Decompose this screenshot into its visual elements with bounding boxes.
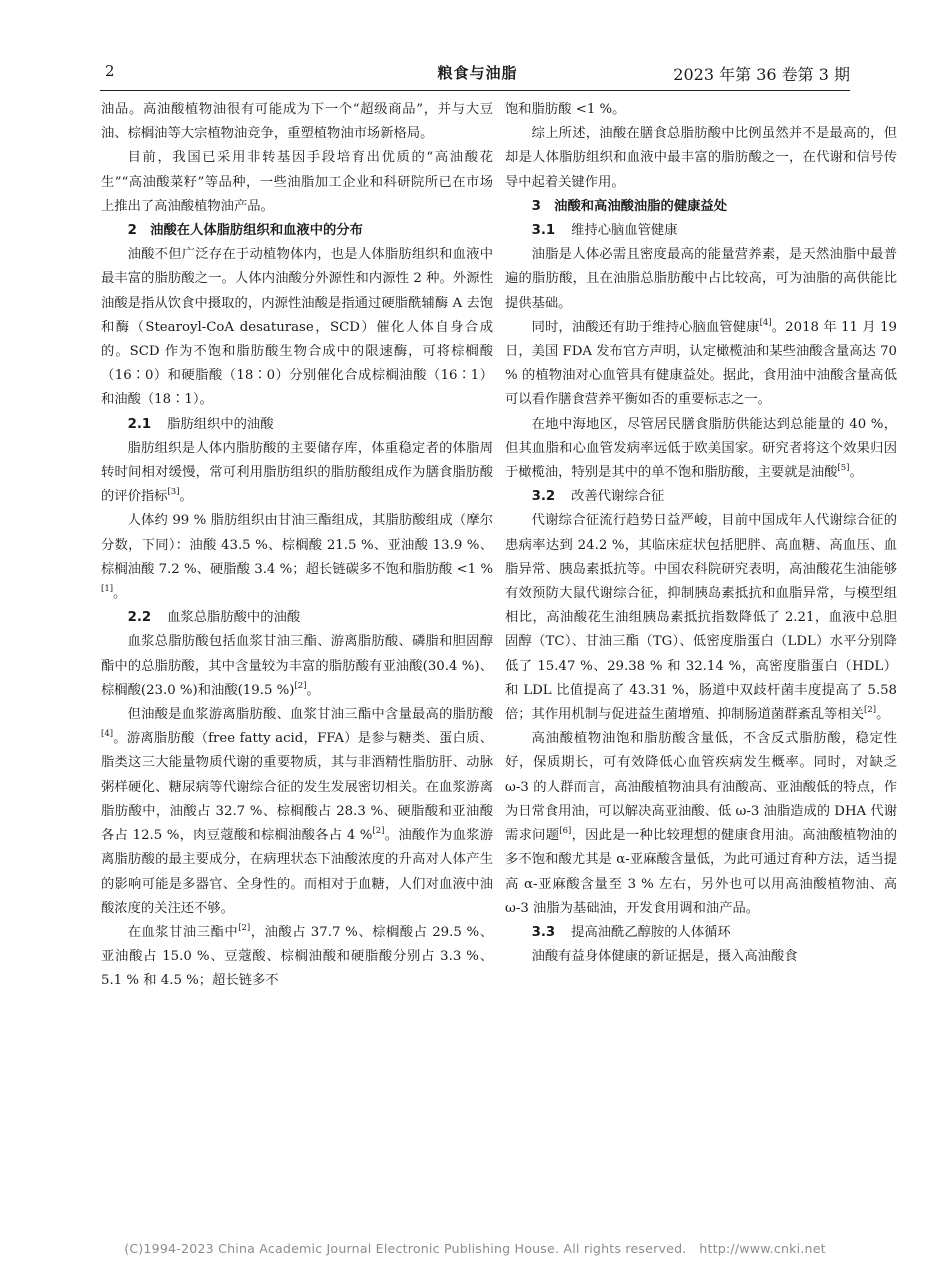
text: 。 bbox=[876, 707, 890, 723]
paragraph bbox=[505, 509, 897, 727]
subsection-title: 血浆总脂肪酸中的油酸 bbox=[167, 610, 301, 626]
subsection-heading bbox=[101, 606, 493, 630]
text: 血浆总脂肪酸包括血浆甘油三酯、游离脂肪酸、磷脂和胆固醇酯中的总脂肪酸，其中含量较为丰富的脂肪酸有亚油酸(30.4 %)、棕榈酸(23.0 %)和油酸(19.5 %) bbox=[101, 634, 493, 698]
citation: [2] bbox=[238, 922, 251, 933]
citation: [6] bbox=[559, 826, 572, 837]
paragraph bbox=[101, 437, 493, 510]
text: 。 bbox=[306, 682, 320, 698]
issue-info: 2023 年第 36 卷第 3 期 bbox=[673, 65, 850, 84]
paragraph bbox=[505, 727, 897, 921]
text: 。 bbox=[113, 586, 127, 602]
journal-name: 粮食与油脂 bbox=[437, 64, 518, 82]
subsection-number: 2.2 bbox=[127, 610, 152, 626]
header-rule bbox=[100, 90, 850, 91]
subsection-heading bbox=[505, 219, 897, 243]
subsection-number: 2.1 bbox=[127, 416, 152, 432]
subsection-heading bbox=[505, 921, 897, 945]
copyright-footer: (C)1994-2023 China Academic Journal Electronic Publishing House. All rights reserved. http://www.cnki.net bbox=[124, 1241, 826, 1256]
section-heading: 2 油酸在人体脂肪组织和血液中的分布 bbox=[127, 223, 363, 239]
text: 。游离脂肪酸（free fatty acid，FFA）是参与糖类、蛋白质、脂类这三大能量物质代谢的重要物质，其与非酒精性脂肪肝、动脉粥样硬化、糖尿病等代谢综合征的发生发展密切相关。在血浆游离脂肪酸中，油酸占 32.7 %、棕榈酸占 28.3 %、硬脂酸和亚油酸各占 12.5 %，肉豆蔻酸和棕榈油酸各占 4 % bbox=[101, 731, 493, 844]
text: 在地中海地区，尽管居民膳食脂肪供能达到总能量的 40 %，但其血脂和心血管发病率远低于欧美国家。研究者将这个效果归因于橄榄油，特别是其中的单不饱和脂肪酸，主要就是油酸 bbox=[505, 416, 897, 481]
text: 。 bbox=[849, 465, 863, 481]
paragraph bbox=[101, 509, 493, 606]
paragraph: 油脂是人体必需且密度最高的能量营养素，是天然油脂中最普遍的脂肪酸，且在油脂总脂肪酸中占比较高，可为油脂的高供能比提供基础。 bbox=[505, 247, 897, 311]
text: 但油酸是血浆游离脂肪酸、血浆甘油三酯中含量最高的脂肪酸 bbox=[127, 707, 493, 723]
left-column bbox=[101, 98, 493, 994]
citation: [4] bbox=[101, 729, 114, 740]
right-column bbox=[505, 98, 897, 969]
text: 同时，油酸还有助于维持心脑血管健康 bbox=[531, 319, 760, 335]
text: ，因此是一种比较理想的健康食用油。高油酸植物油的多不饱和酸尤其是 α-亚麻酸含量低，为此可通过育种方法，适当提高 α-亚麻酸含量至 3 % 左右，另外也可以用高油酸植物油、高 ω-3 油脂为基础油，开发食用调和油产品。 bbox=[505, 828, 898, 916]
paragraph: 目前，我国已采用非转基因手段培育出优质的“高油酸花生”“高油酸菜籽”等品种，一些油脂加工企业和科研院所已在市场上推出了高油酸植物油产品。 bbox=[101, 150, 493, 214]
text: 代谢综合征流行趋势日益严峻，目前中国成年人代谢综合征的患病率达到 24.2 %，其临床症状包括肥胖、高血糖、高血压、血脂异常、胰岛素抵抗等。中国农科院研究表明，高油酸花生油能够有效预防大鼠代谢综合征，抑制胰岛素抵抗和血脂异常，与模型组相比，高油酸花生油组胰岛素抵抗指数降低了 2.21，血液中总胆固醇（TC）、甘油三酯（TG）、低密度脂蛋白（LDL）水平分别降低了 15.47 %、29.38 % 和 32.14 %，高密度脂蛋白（HDL）和 LDL 比值提高了 43.31 %，肠道中双歧杆菌丰度提高了 5.58 倍；其作用机制与促进益生菌增殖、抑制肠道菌群紊乱等相关 bbox=[505, 513, 897, 723]
subsection-title: 脂肪组织中的油酸 bbox=[167, 416, 274, 432]
text: 。 bbox=[179, 489, 193, 505]
subsection-number: 3.3 bbox=[531, 924, 556, 940]
paragraph bbox=[101, 630, 493, 703]
paragraph: 油酸有益身体健康的新证据是，摄入高油酸食 bbox=[531, 949, 798, 965]
text: 人体约 99 % 脂肪组织由甘油三酯组成，其脂肪酸组成（摩尔分数，下同）：油酸 43.5 %、棕榈酸 21.5 %、亚油酸 13.9 %、棕榈油酸 7.2 %、硬脂酸 3.4 %；超长链碳多不饱和脂肪酸 <1 % bbox=[101, 513, 493, 577]
citation: [5] bbox=[837, 463, 850, 474]
section-heading: 3 油酸和高油酸油脂的健康益处 bbox=[531, 198, 728, 214]
citation: [1] bbox=[101, 584, 114, 595]
text: 高油酸植物油饱和脂肪酸含量低，不含反式脂肪酸，稳定性好，保质期长，可有效降低心血管疾病发生概率。同时，对缺乏 ω-3 的人群而言，高油酸植物油具有油酸高、亚油酸低的特点，作为日常食用油，可以解决高亚油酸、低 ω-3 油脂造成的 DHA 代谢需求问题 bbox=[505, 731, 897, 844]
paragraph bbox=[101, 921, 493, 994]
citation: [3] bbox=[167, 487, 180, 498]
text: ，油酸占 37.7 %、棕榈酸占 29.5 %、亚油酸占 15.0 %、豆蔻酸、棕榈油酸和硬脂酸分别占 3.3 %、5.1 % 和 4.5 %；超长链多不 bbox=[101, 924, 494, 989]
citation: [2] bbox=[294, 680, 307, 691]
paragraph bbox=[505, 413, 897, 486]
running-header bbox=[105, 62, 850, 90]
subsection-title: 提高油酰乙醇胺的人体循环 bbox=[571, 924, 731, 940]
subsection-title: 维持心脑血管健康 bbox=[571, 223, 678, 239]
subsection-number: 3.2 bbox=[531, 489, 556, 505]
subsection-number: 3.1 bbox=[531, 223, 556, 239]
subsection-heading bbox=[101, 413, 493, 437]
subsection-heading bbox=[505, 485, 897, 509]
paragraph bbox=[101, 703, 493, 921]
text: 。2018 年 11 月 19 日，美国 FDA 发布官方声明，认定橄榄油和某些油酸含量高达 70 % 的植物油对心血管具有健康益处。据此，食用油中油酸含量高低可以看作膳食营养平衡如否的重要标志之一。 bbox=[505, 319, 898, 408]
paragraph: 饱和脂肪酸 <1 %。 bbox=[505, 102, 626, 117]
paragraph: 油酸不但广泛存在于动植物体内，也是人体脂肪组织和血液中最丰富的脂肪酸之一。人体内油酸分外源性和内源性 2 种。外源性油酸是指从饮食中摄取的，内源性油酸是指通过硬脂酰辅酶 A 去饱和酶（Stearoyl-CoA desaturase，SCD）催化人体自身合成的。SCD 作为不饱和脂肪酸生物合成中的限速酶，可将棕榈酸（16∶0）和硬脂酸（18∶0）分别催化合成棕榈油酸（16∶1）和油酸（18∶1）。 bbox=[101, 247, 493, 408]
text: 脂肪组织是人体内脂肪酸的主要储存库，体重稳定者的体脂周转时间相对缓慢，常可利用脂肪组织的脂肪酸组成作为膳食脂肪酸的评价指标 bbox=[101, 440, 493, 505]
citation: [2] bbox=[864, 705, 877, 716]
citation: [2] bbox=[372, 826, 385, 837]
text: 。油酸作为血浆游离脂肪酸的最主要成分，在病理状态下油酸浓度的升高对人体产生的影响可能是多器官、全身性的。而相对于血糖，人们对血液中油酸浓度的关注还不够。 bbox=[101, 828, 493, 916]
paragraph: 综上所述，油酸在膳食总脂肪酸中比例虽然并不是最高的，但却是人体脂肪组织和血液中最丰富的脂肪酸之一，在代谢和信号传导中起着关键作用。 bbox=[505, 126, 897, 190]
paragraph: 油品。高油酸植物油很有可能成为下一个“超级商品”，并与大豆油、棕榈油等大宗植物油竞争，重塑植物油市场新格局。 bbox=[101, 102, 493, 142]
citation: [4] bbox=[759, 317, 772, 328]
subsection-title: 改善代谢综合征 bbox=[571, 489, 665, 505]
page-number: 2 bbox=[105, 62, 115, 80]
paragraph bbox=[505, 316, 897, 413]
text: 在血浆甘油三酯中 bbox=[127, 924, 239, 940]
